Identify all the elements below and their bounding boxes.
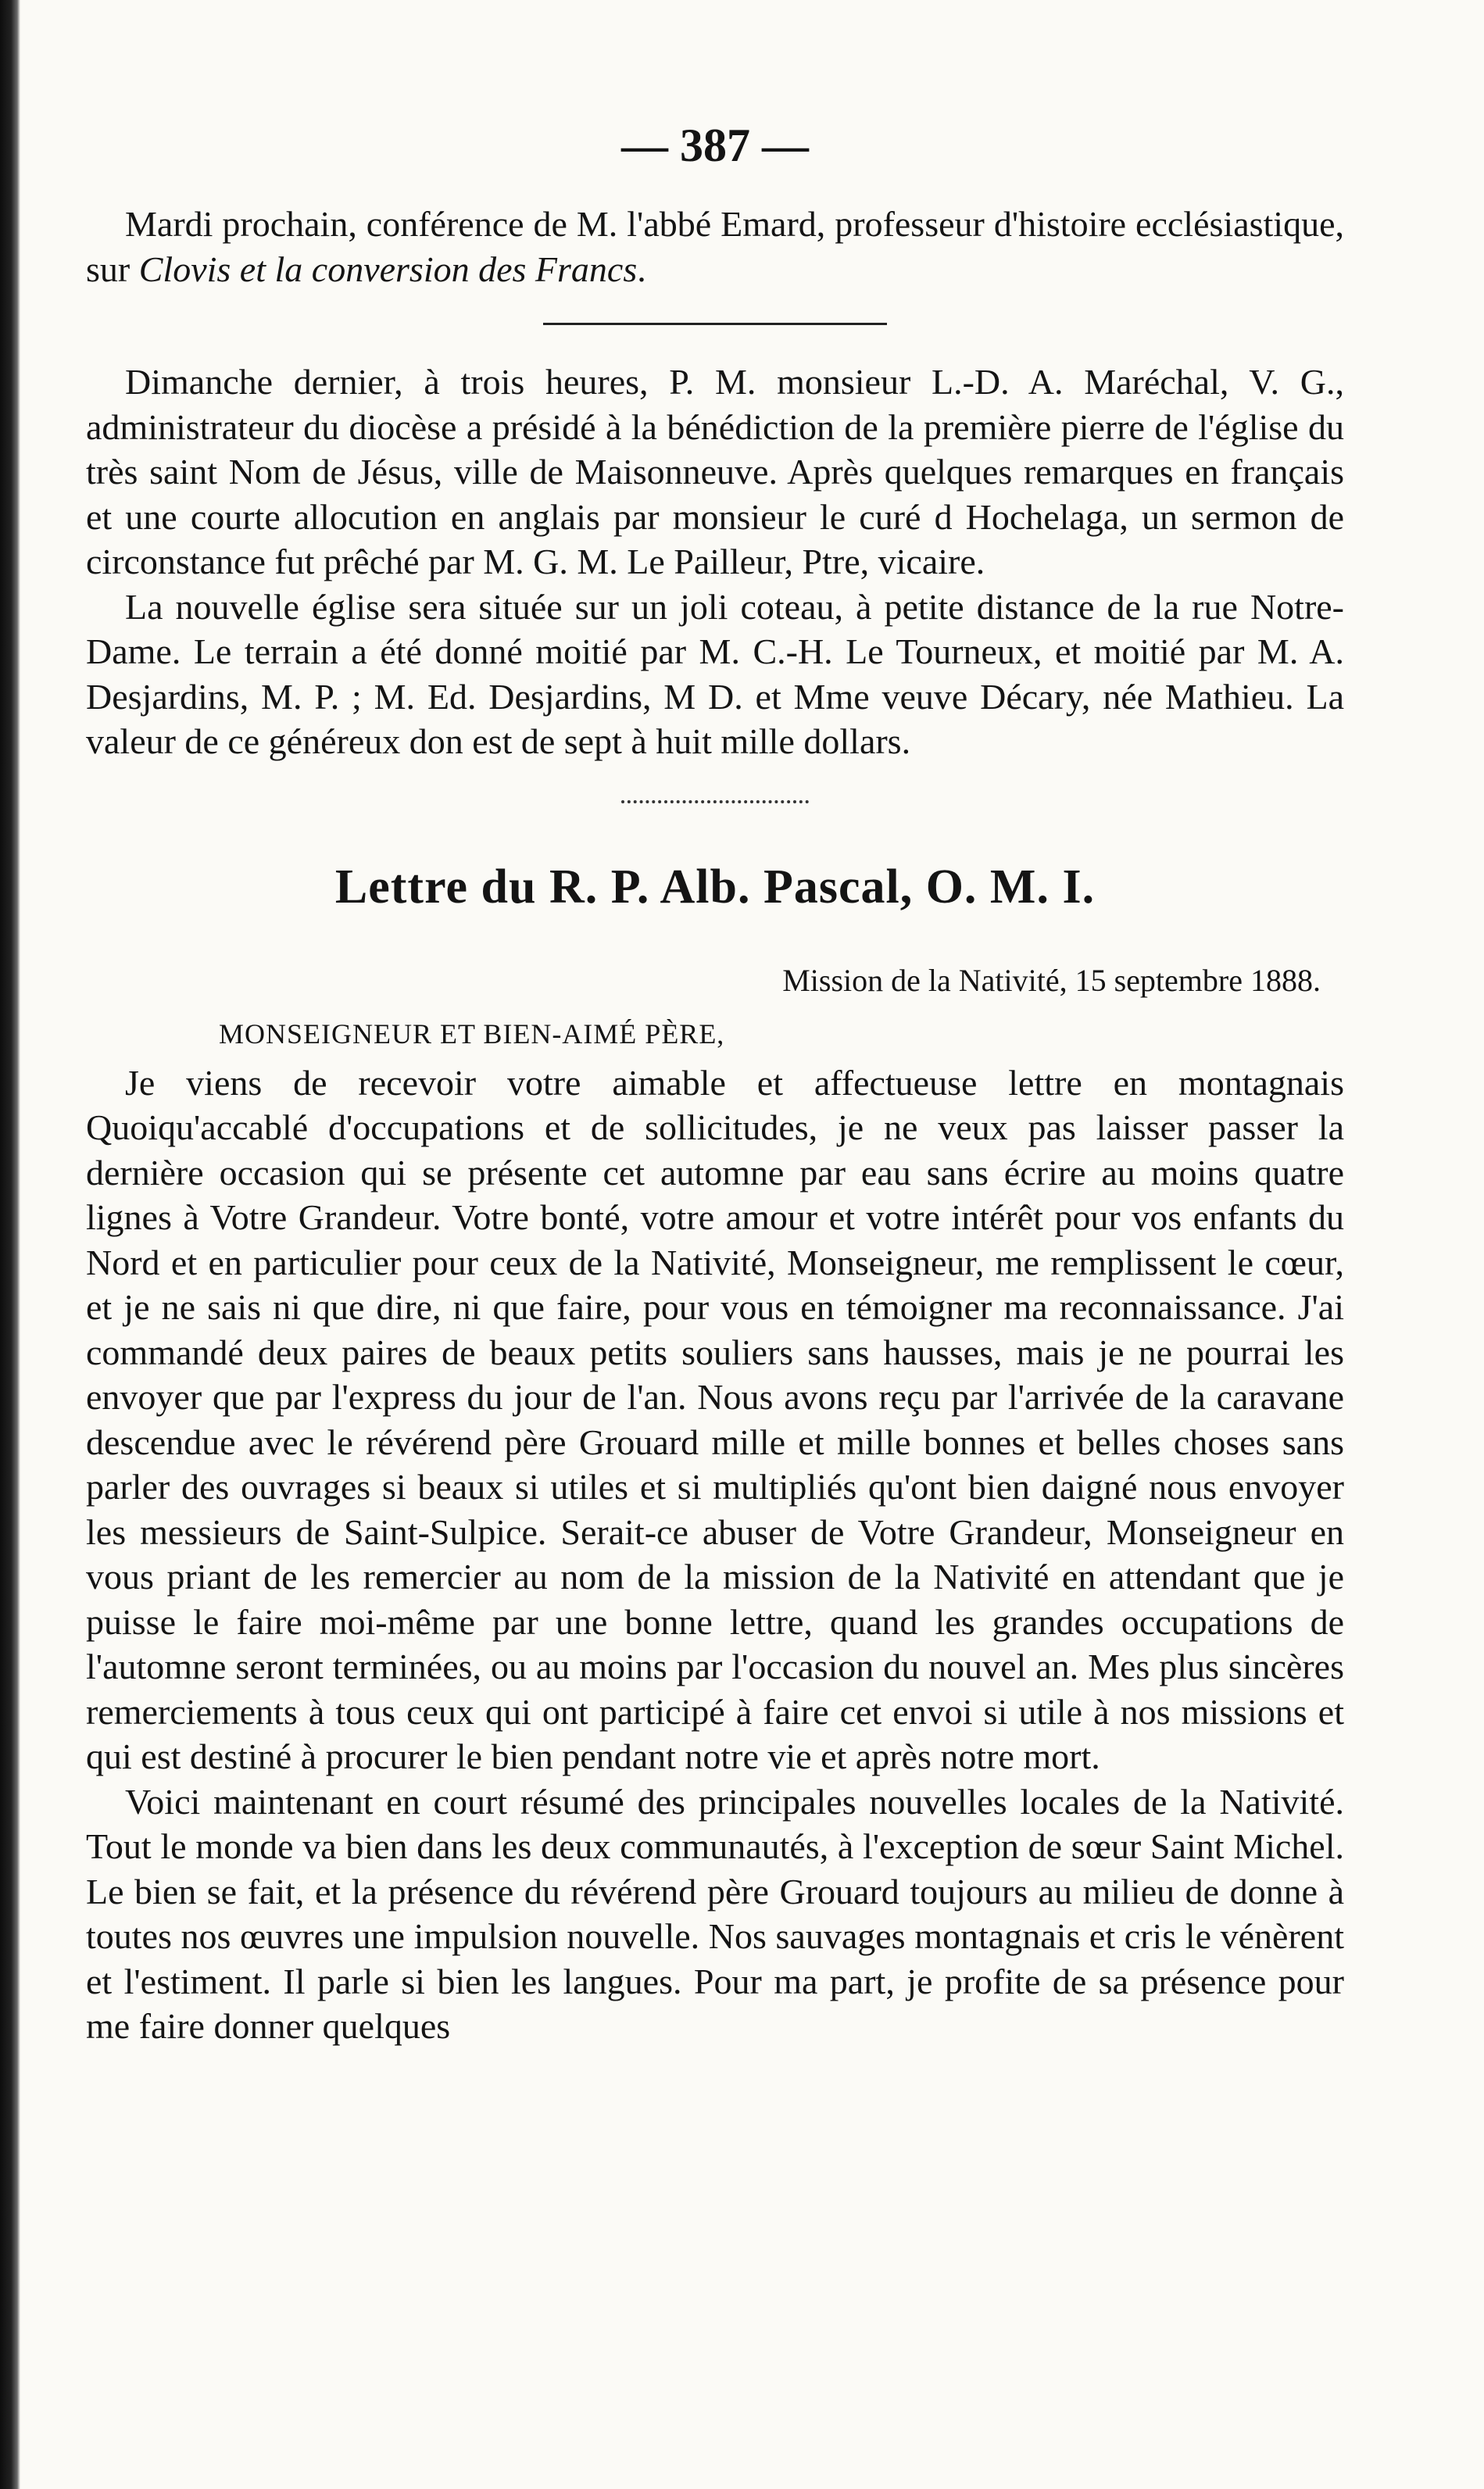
book-page	[86, 117, 1344, 2430]
letter-salutation: MONSEIGNEUR ET BIEN-AIMÉ PÈRE,	[219, 1017, 725, 1050]
dotted-divider	[621, 800, 809, 803]
book-binding-edge	[0, 0, 20, 2489]
blessing-paragraph-1: Dimanche dernier, à trois heures, P. M. monsieur L.-D. A. Maréchal, V. G., administrateur du diocèse a présidé à la bénédiction de la première pierre de l'église du très saint Nom de Jésus, ville de Maisonneuve. Après quelques remarques en français et une courte allocution en anglais par monsieur le curé d Hochelaga, un sermon de circonstance fut prêché par M. G. M. Le Pailleur, Ptre, vicaire.	[86, 362, 1344, 581]
letter-paragraph-2: Voici maintenant en court résumé des principales nouvelles locales de la Nativité. Tout le monde va bien dans les deux communautés, à l'exception de sœur Saint Michel. Le bien se fait, et la présence du révérend père Grouard toujours au milieu de donne à toutes nos œuvres une impulsion nouvelle. Nos sauvages montagnais et cris le vénèrent et l'estiment. Il parle si bien les langues. Pour ma part, je profite de sa présence pour me faire donner quelques	[86, 1781, 1344, 2047]
section-divider	[543, 323, 887, 325]
page-number: — 387 —	[621, 120, 809, 171]
letter-paragraph-1: Je viens de recevoir votre aimable et affectueuse lettre en montagnais Quoiqu'accablé d'occupations et de sollicitudes, je ne veux pas laisser passer la dernière occasion qui se présente cet automne par eau sans écrire au moins quatre lignes à Votre Grandeur. Votre bonté, votre amour et votre intérêt pour vos enfants du Nord et en particulier pour ceux de la Nativité, Monseigneur, me remplissent le cœur, et je ne sais ni que dire, ni que faire, pour vous en témoigner ma reconnaissance. J'ai commandé deux paires de beaux petits souliers sans hausses, mais je ne pourrai les envoyer que par l'express du jour de l'an. Nous avons reçu par l'arrivée de la caravane descendue avec le révérend père Grouard mille et mille bonnes et belles choses sans parler des ouvrages si beaux si utiles et si multipliés qu'ont bien daigné nous envoyer les messieurs de Saint-Sulpice. Serait-ce abuser de Votre Grandeur, Monseigneur en vous priant de les remercier au nom de la mission de la Nativité en attendant que je puisse le faire moi-même par une bonne lettre, quand les grandes occupations de l'automne seront terminées, ou au moins par l'occasion du nouvel an. Mes plus sincères remerciements à tous ceux qui ont participé à faire cet envoi si utile à nos missions et qui est destiné à procurer le bien pendant notre vie et après notre mort.	[86, 1062, 1344, 1777]
conference-title: Clovis et la conversion des Francs	[138, 249, 638, 289]
conference-text: Mardi prochain, conférence de M. l'abbé Emard, professeur d'histoire ecclésiastique, sur	[86, 204, 1344, 289]
letter-title: Lettre du R. P. Alb. Pascal, O. M. I.	[334, 860, 1096, 914]
conference-announcement	[86, 202, 1344, 291]
conference-end: .	[637, 249, 646, 289]
blessing-paragraph-2: La nouvelle église sera située sur un joli coteau, à petite distance de la rue Notre-Dame. Le terrain a été donné moitié par M. C.-H. Le Tourneux, et moitié par M. A. Desjardins, M. P. ; M. Ed. Desjardins, M D. et Mme veuve Décary, née Mathieu. La valeur de ce généreux don est de sept à huit mille dollars.	[86, 586, 1344, 761]
letter-dateline: Mission de la Nativité, 15 septembre 1888.	[782, 962, 1321, 998]
